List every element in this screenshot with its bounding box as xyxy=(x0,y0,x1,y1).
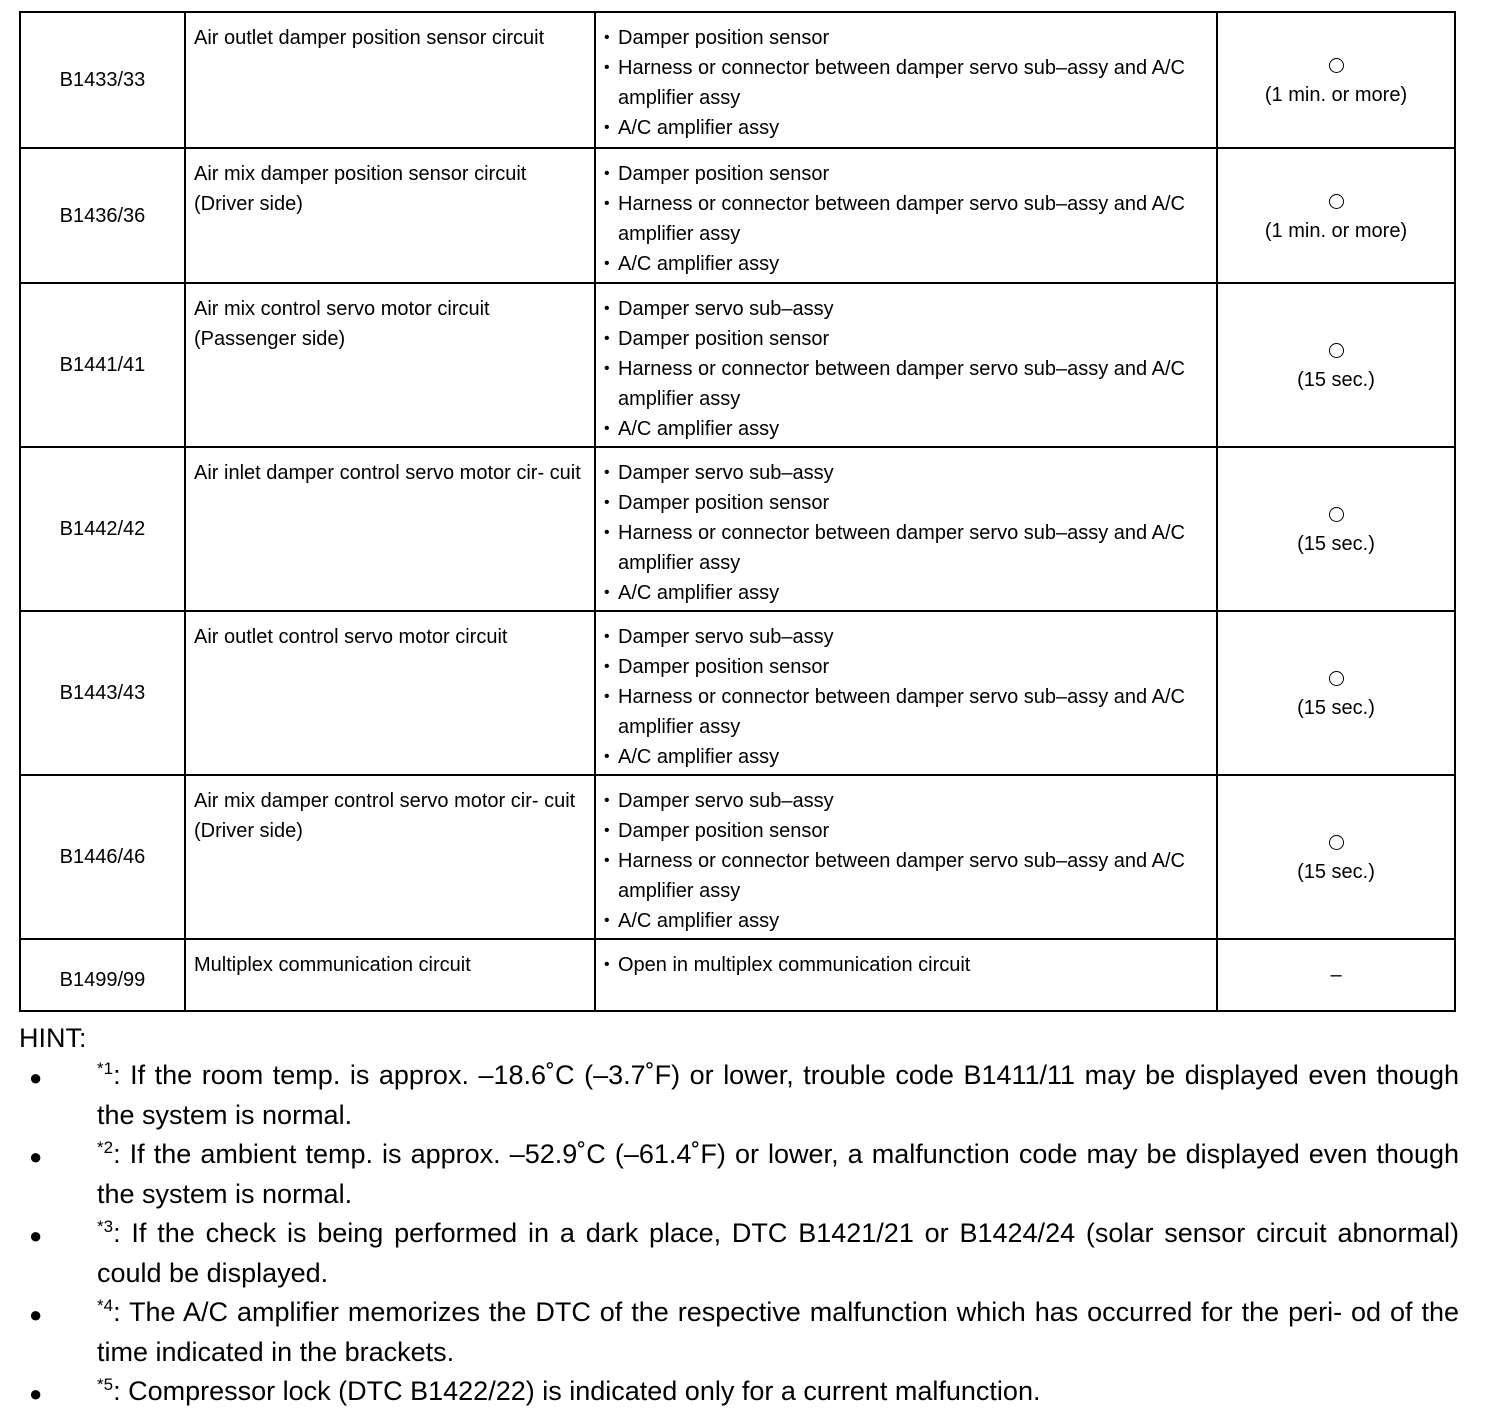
trouble-area-item: • Damper servo sub–assy xyxy=(604,786,1210,816)
memory-cell xyxy=(1217,283,1455,447)
footnote-marker: *3 xyxy=(97,1217,114,1236)
hint-text: : If the room temp. is approx. –18.6˚C (–3.7˚F) or lower, trouble code B1411/11 may be displayed even though the system is normal. xyxy=(97,1060,1459,1130)
memory-time: (15 sec.) xyxy=(1297,697,1375,719)
table-row xyxy=(20,775,1455,939)
memory-cell xyxy=(1217,939,1455,1011)
memory-circle-icon xyxy=(1329,835,1344,850)
detection-item: Air outlet damper position sensor circuit xyxy=(185,12,595,148)
hint-item xyxy=(19,1372,1459,1412)
memory-circle-icon xyxy=(1329,194,1344,209)
bullet-icon: ● xyxy=(29,1065,43,1090)
trouble-area-item: • Damper position sensor xyxy=(604,652,1210,682)
detection-item: Air mix control servo motor circuit (Passenger side) xyxy=(185,283,595,447)
hint-text: : Compressor lock (DTC B1422/22) is indicated only for a current malfunction. xyxy=(113,1376,1041,1406)
trouble-area-item: • Harness or connector between damper servo sub–assy and A/C amplifier assy xyxy=(604,518,1210,578)
table-row xyxy=(20,283,1455,447)
dtc-code: B1446/46 xyxy=(20,775,185,939)
memory-circle-icon xyxy=(1329,507,1344,522)
trouble-area-item: • Damper position sensor xyxy=(604,816,1210,846)
hint-item xyxy=(19,1214,1459,1293)
detection-item: Multiplex communication circuit xyxy=(185,939,595,1011)
trouble-area xyxy=(595,447,1217,611)
trouble-area-item: • A/C amplifier assy xyxy=(604,113,1210,143)
trouble-area-item: • Harness or connector between damper servo sub–assy and A/C amplifier assy xyxy=(604,682,1210,742)
hint-list xyxy=(19,1056,1459,1412)
table-row xyxy=(20,12,1455,148)
hint-item xyxy=(19,1135,1459,1214)
trouble-area-item: • A/C amplifier assy xyxy=(604,414,1210,444)
memory-circle-icon xyxy=(1329,343,1344,358)
dtc-table xyxy=(19,11,1456,1012)
trouble-area-item: • Harness or connector between damper servo sub–assy and A/C amplifier assy xyxy=(604,354,1210,414)
footnote-marker: *1 xyxy=(97,1059,114,1078)
footnote-marker: *2 xyxy=(97,1138,114,1157)
bullet-icon: ● xyxy=(29,1144,43,1169)
trouble-area-item: • Harness or connector between damper servo sub–assy and A/C amplifier assy xyxy=(604,53,1210,113)
memory-cell xyxy=(1217,12,1455,148)
trouble-area-item: • A/C amplifier assy xyxy=(604,578,1210,608)
table-row xyxy=(20,611,1455,775)
memory-cell xyxy=(1217,775,1455,939)
memory-cell xyxy=(1217,611,1455,775)
dtc-code: B1499/99 xyxy=(20,939,185,1011)
dtc-code: B1441/41 xyxy=(20,283,185,447)
footnote-marker: *5 xyxy=(97,1375,114,1394)
hint-item xyxy=(19,1293,1459,1372)
trouble-area-item: • Damper position sensor xyxy=(604,324,1210,354)
trouble-area-item: • Harness or connector between damper servo sub–assy and A/C amplifier assy xyxy=(604,846,1210,906)
trouble-area-item: • A/C amplifier assy xyxy=(604,906,1210,936)
trouble-area-item: • Damper servo sub–assy xyxy=(604,622,1210,652)
trouble-area-item: • Damper servo sub–assy xyxy=(604,458,1210,488)
hint-title: HINT: xyxy=(19,1023,87,1053)
trouble-area-item: • Damper position sensor xyxy=(604,488,1210,518)
table-row xyxy=(20,939,1455,1011)
memory-circle-icon xyxy=(1329,58,1344,73)
dtc-code: B1433/33 xyxy=(20,12,185,148)
memory-time: (15 sec.) xyxy=(1297,369,1375,391)
dtc-code: B1436/36 xyxy=(20,148,185,283)
memory-time: (1 min. or more) xyxy=(1264,219,1408,242)
memory-time: (15 sec.) xyxy=(1297,861,1375,883)
trouble-area-item: • Damper position sensor xyxy=(604,23,1210,53)
hint-item xyxy=(19,1056,1459,1135)
bullet-icon: ● xyxy=(29,1302,43,1327)
trouble-area xyxy=(595,148,1217,283)
memory-dash: – xyxy=(1330,964,1342,986)
trouble-area-item: • Damper servo sub–assy xyxy=(604,294,1210,324)
footnote-marker: *4 xyxy=(97,1296,114,1315)
trouble-area xyxy=(595,283,1217,447)
trouble-area-item: • Damper position sensor xyxy=(604,159,1210,189)
dtc-code: B1443/43 xyxy=(20,611,185,775)
detection-item: Air inlet damper control servo motor cir- cuit xyxy=(185,447,595,611)
memory-time: (1 min. or more) xyxy=(1264,84,1408,106)
trouble-area xyxy=(595,12,1217,148)
hint-text: : The A/C amplifier memorizes the DTC of the respective malfunction which has occurred for the peri- od of the time indicated in the brackets. xyxy=(97,1297,1459,1367)
memory-time: (15 sec.) xyxy=(1297,533,1375,555)
detection-item: Air mix damper control servo motor cir- cuit (Driver side) xyxy=(185,775,595,939)
memory-cell xyxy=(1217,148,1455,283)
detection-item: Air outlet control servo motor circuit xyxy=(185,611,595,775)
bullet-icon: ● xyxy=(29,1381,43,1406)
trouble-area xyxy=(595,611,1217,775)
memory-cell xyxy=(1217,447,1455,611)
bullet-icon: ● xyxy=(29,1223,43,1248)
trouble-area xyxy=(595,939,1217,1011)
hint-text: : If the check is being performed in a dark place, DTC B1421/21 or B1424/24 (solar sensor circuit abnormal) could be displayed. xyxy=(97,1218,1459,1288)
detection-item: Air mix damper position sensor circuit (Driver side) xyxy=(185,148,595,283)
table-row xyxy=(20,447,1455,611)
trouble-area xyxy=(595,775,1217,939)
trouble-area-item: • Open in multiplex communication circuit xyxy=(604,950,1210,980)
dtc-code: B1442/42 xyxy=(20,447,185,611)
trouble-area-item: • A/C amplifier assy xyxy=(604,249,1210,279)
memory-circle-icon xyxy=(1329,671,1344,686)
trouble-area-item: • Harness or connector between damper servo sub–assy and A/C amplifier assy xyxy=(604,189,1210,249)
trouble-area-item: • A/C amplifier assy xyxy=(604,742,1210,772)
hint-text: : If the ambient temp. is approx. –52.9˚C (–61.4˚F) or lower, a malfunction code may be displayed even though the system is normal. xyxy=(97,1139,1459,1209)
table-row xyxy=(20,148,1455,283)
